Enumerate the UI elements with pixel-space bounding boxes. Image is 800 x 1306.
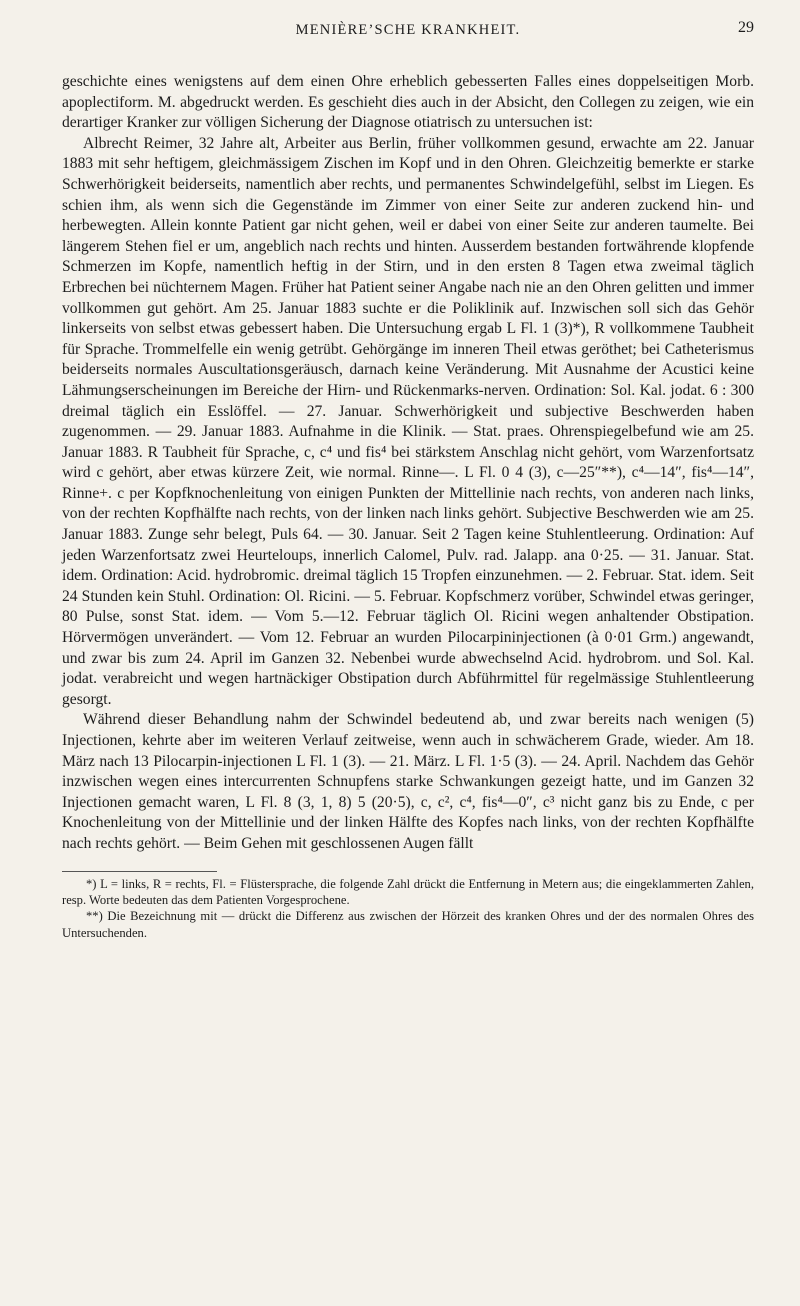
body-text — [62, 72, 754, 855]
footnote-1: *) L = links, R = rechts, Fl. = Flüstersprache, die folgende Zahl drückt die Entfernung in Metern aus; die eingeklammerten Zahlen, resp. Worte bedeuten das dem Patienten Vorgesprochene. — [62, 876, 754, 907]
running-head — [62, 16, 754, 46]
page-number: 29 — [738, 19, 754, 36]
paragraph-case-history: Albrecht Reimer, 32 Jahre alt, Arbeiter aus Berlin, früher vollkommen gesund, erwachte am 22. Januar 1883 mit sehr heftigem, gleichmässigem Zischen im Kopf und in den Ohren. Gleichzeitig bemerkte er starke Schwerhörigkeit beiderseits, namentlich aber rechts, und permanentes Schwindelgefühl, selbst im Liegen. Es schien ihm, als wenn sich die Gegenstände im Zimmer von einer Seite zur anderen zuckend hin- und herbewegten. Allein konnte Patient gar nicht gehen, weil er dabei von einer Seite zur anderen taumelte. Bei längerem Stehen fiel er um, angeblich nach rechts und hinten. Ausserdem bestanden fortwährende klopfende Schmerzen im Kopfe, namentlich heftig in der Stirn, und in den ersten 8 Tagen etwa zweimal täglich Erbrechen bei nüchternem Magen. Früher hat Patient seiner Angabe nach nie an den Ohren gelitten und immer vollkommen gut gehört. Am 25. Januar 1883 suchte er die Poliklinik auf. Inzwischen soll sich das Gehör linkerseits von selbst etwas gebessert haben. Die Untersuchung ergab L Fl. 1 (3)*), R vollkommene Taubheit für Sprache. Trommelfelle ein wenig getrübt. Gehörgänge im inneren Theil etwas geröthet; bei Catheterismus beiderseits normales Auscultationsgeräusch, darnach keine Veränderung. Mit Ausnahme der Acustici keine Lähmungserscheinungen im Bereiche der Hirn- und Rückenmarks-nerven. Ordination: Sol. Kal. jodat. 6 : 300 dreimal täglich ein Esslöffel. — 27. Januar. Schwerhörigkeit und subjective Beschwerden haben zugenommen. — 29. Januar 1883. Aufnahme in die Klinik. — Stat. praes. Ohrenspiegelbefund wie am 25. Januar 1883. R Taubheit für Sprache, c, c⁴ und fis⁴ bei stärkstem Anschlag nicht gehört, vom Warzenfortsatz wird c gehört, aber etwas kürzere Zeit, wie normal. Rinne—. L Fl. 0 4 (3), c—25″**), c⁴—14″, fis⁴—14″, Rinne+. c per Kopfknochenleitung von einigen Punkten der Mittellinie nach rechts, von anderen nach links, von der rechten Kopfhälfte nach rechts, von der linken nach links gehört. Subjective Beschwerden wie am 25. Januar 1883. Zunge sehr belegt, Puls 64. — 30. Januar. Seit 2 Tagen keine Stuhlentleerung. Ordination: Auf jeden Warzenfortsatz zwei Heurteloups, innerlich Calomel, Pulv. rad. Jalapp. ana 0·25. — 31. Januar. Stat. idem. Ordination: Acid. hydrobromic. dreimal täglich 15 Tropfen einzunehmen. — 2. Februar. Stat. idem. Seit 24 Stunden kein Stuhl. Ordination: Ol. Ricini. — 5. Februar. Kopfschmerz vorüber, Schwindel etwas geringer, 80 Pulse, sonst Stat. idem. — Vom 5.—12. Februar täglich Ol. Ricini wegen anhaltender Obstipation. Hörvermögen unverändert. — Vom 12. Februar an wurden Pilocarpininjectionen (à 0·01 Grm.) angewandt, und zwar bis zum 24. April im Ganzen 32. Nebenbei wurde abwechselnd Acid. hydrobrom. und Sol. Kal. jodat. verabreicht und wegen hartnäckiger Obstipation durch Abführmittel für regelmässige Stuhlentleerung gesorgt. — [62, 134, 754, 708]
paragraph-treatment: Während dieser Behandlung nahm der Schwindel bedeutend ab, und zwar bereits nach wenigen (5) Injectionen, kehrte aber im weiteren Verlauf zeitweise, wenn auch in schwächerem Grade, wieder. Am 18. März nach 13 Pilocarpin-injectionen L Fl. 1 (3). — 21. März. L Fl. 1·5 (3). — 24. April. Nachdem das Gehör inzwischen wegen eines intercurrenten Schnupfens starke Schwankungen gezeigt hatte, und im Ganzen 32 Injectionen gemacht waren, L Fl. 8 (3, 1, 8) 5 (20·5), c, c², c⁴, fis⁴—0″, c³ nicht ganz bis zu Ende, c per Knochenleitung von der Mittellinie und der linken Hälfte des Kopfes nach links, von der rechten Kopfhälfte nach rechts gehört. — Beim Gehen mit geschlossenen Augen fällt — [62, 711, 754, 852]
running-title: MENIÈRE’SCHE KRANKHEIT. — [295, 22, 521, 38]
footnote-2: **) Die Bezeichnung mit — drückt die Differenz aus zwischen der Hörzeit des kranken Ohres und der des normalen Ohres des Untersuchenden. — [62, 909, 754, 940]
paragraph-continuation: geschichte eines wenigstens auf dem einen Ohre erheblich gebesserten Falles eines doppelseitigen Morb. apoplectiform. M. abgedruckt werden. Es geschieht dies auch in der Absicht, den Collegen zu zeigen, wie ein derartiger Kranker zur völligen Sicherung der Diagnose otiatrisch zu untersuchen ist: — [62, 73, 754, 132]
footnotes — [62, 876, 754, 942]
footnote-divider — [62, 871, 217, 872]
book-page — [62, 16, 754, 941]
